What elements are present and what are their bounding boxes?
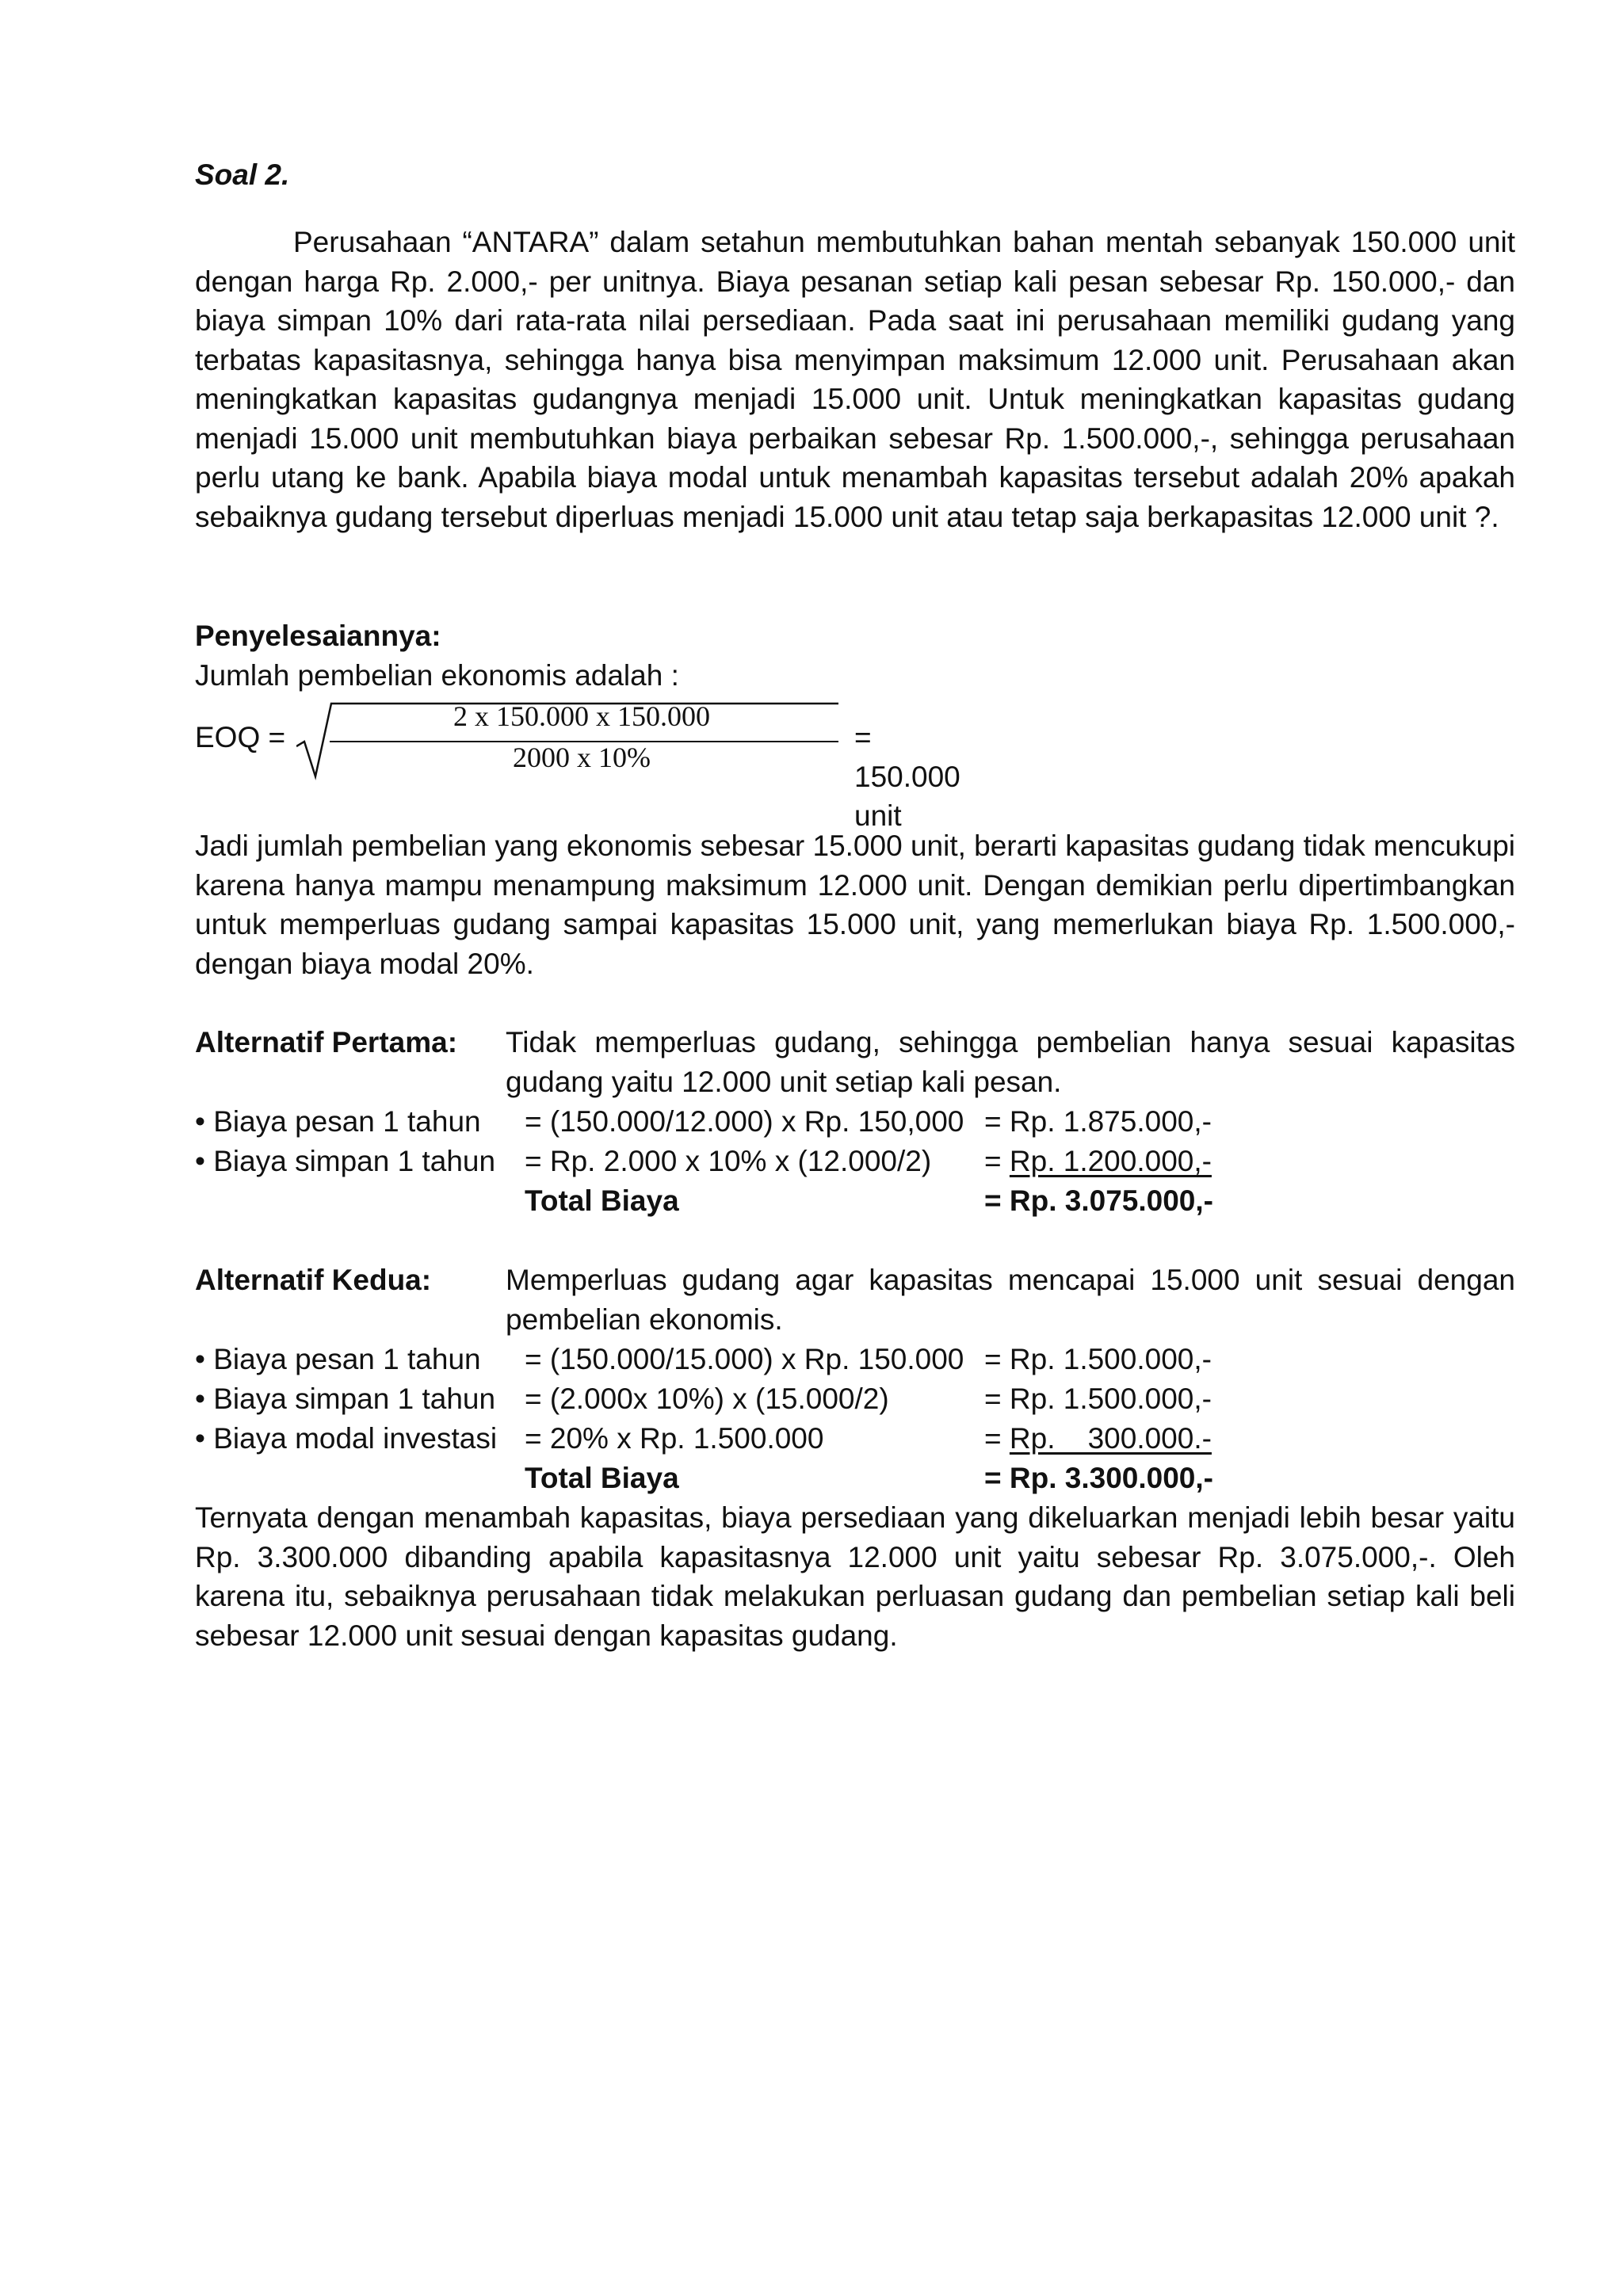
alt1-total-row [195,1181,1542,1221]
cost-amount: = Rp. 1.500.000,- [984,1383,1212,1415]
alt2-row [195,1379,1542,1419]
alt1-description: Tidak memperluas gudang, sehingga pembelian hanya sesuai kapasitas gudang yaitu 12.000 unit setiap kali pesan. [506,1026,1515,1098]
cost-formula: = (2.000x 10%) x (15.000/2) [525,1383,889,1415]
cost-label: • Biaya simpan 1 tahun [195,1145,496,1177]
cost-formula: = Rp. 2.000 x 10% x (12.000/2) [525,1145,932,1177]
cost-label: • Biaya pesan 1 tahun [195,1343,481,1375]
alt1-heading: Alternatif Pertama: [195,1026,458,1058]
cost-formula: = 20% x Rp. 1.500.000 [525,1422,824,1455]
conclusion-paragraph: Ternyata dengan menambah kapasitas, biaya persediaan yang dikeluarkan menjadi lebih besar yaitu Rp. 3.300.000 dibanding apabila kapasitasnya 12.000 unit yaitu sebesar Rp. 3.075.000,-. Oleh karena itu, sebaiknya perusahaan tidak melakukan perluasan gudang dan pembelian setiap kali beli sebesar 12.000 unit sesuai dengan kapasitas gudang. [195,1501,1515,1652]
cost-label: • Biaya simpan 1 tahun [195,1383,496,1415]
problem-title: Soal 2. [195,158,290,191]
cost-amount: = Rp. 1.500.000,- [984,1343,1212,1375]
alt1-row [195,1142,1542,1181]
cost-label: • Biaya pesan 1 tahun [195,1105,481,1138]
eoq-numerator: 2 x 150.000 x 150.000 [453,700,710,732]
eoq-result: = 150.000 unit [854,721,960,832]
solution-heading: Penyelesaiannya: [195,620,441,652]
total-label: Total Biaya [525,1462,679,1494]
alt1-row [195,1102,1542,1142]
total-amount: = Rp. 3.075.000,- [984,1184,1213,1217]
solution-explanation: Jadi jumlah pembelian yang ekonomis sebesar 15.000 unit, berarti kapasitas gudang tidak mencukupi karena hanya mampu menampung maksimum 12.000 unit. Dengan demikian perlu dipertimbangkan untuk memperluas gudang sampai kapasitas 15.000 unit, yang memerlukan biaya Rp. 1.500.000,- dengan biaya modal 20%. [195,830,1516,980]
alt2-heading: Alternatif Kedua: [195,1264,432,1296]
cost-label: • Biaya modal investasi [195,1422,498,1455]
cost-amount: = Rp. 300.000.- [984,1422,1212,1455]
total-label: Total Biaya [525,1184,679,1217]
solution-intro-line: Jumlah pembelian ekonomis adalah : [195,659,679,692]
alt2-row [195,1419,1542,1459]
problem-statement: Perusahaan “ANTARA” dalam setahun membutuhkan bahan mentah sebanyak 150.000 unit dengan harga Rp. 2.000,- per unitnya. Biaya pesanan setiap kali pesan sebesar Rp. 150.000,- dan biaya simpan 10% dari rata-rata nilai persediaan. Pada saat ini perusahaan memiliki gudang yang terbatas kapasitasnya, sehingga hanya bisa menyimpan maksimum 12.000 unit. Perusahaan akan meningkatkan kapasitas gudangnya menjadi 15.000 unit. Untuk meningkatkan kapasitas gudang menjadi 15.000 unit membutuhkan biaya perbaikan sebesar Rp. 1.500.000,-, sehingga perusahaan perlu utang ke bank. Apabila biaya modal untuk menambah kapasitas tersebut adalah 20% apakah sebaiknya gudang tersebut diperluas menjadi 15.000 unit atau tetap saja berkapasitas 12.000 unit ?. [195,226,1515,533]
cost-formula: = (150.000/15.000) x Rp. 150.000 [525,1343,964,1375]
cost-amount: = Rp. 1.875.000,- [984,1105,1212,1138]
alt2-description: Memperluas gudang agar kapasitas mencapai 15.000 unit sesuai dengan pembelian ekonomis. [506,1264,1515,1336]
eoq-label: EOQ = [195,721,286,753]
cost-amount: = Rp. 1.200.000,- [984,1145,1212,1177]
alt2-total-row [195,1459,1542,1498]
eoq-formula [195,697,960,832]
alt2-row [195,1340,1542,1379]
eoq-denominator: 2000 x 10% [513,742,651,773]
cost-formula: = (150.000/12.000) x Rp. 150,000 [525,1105,964,1138]
total-amount: = Rp. 3.300.000,- [984,1462,1213,1494]
